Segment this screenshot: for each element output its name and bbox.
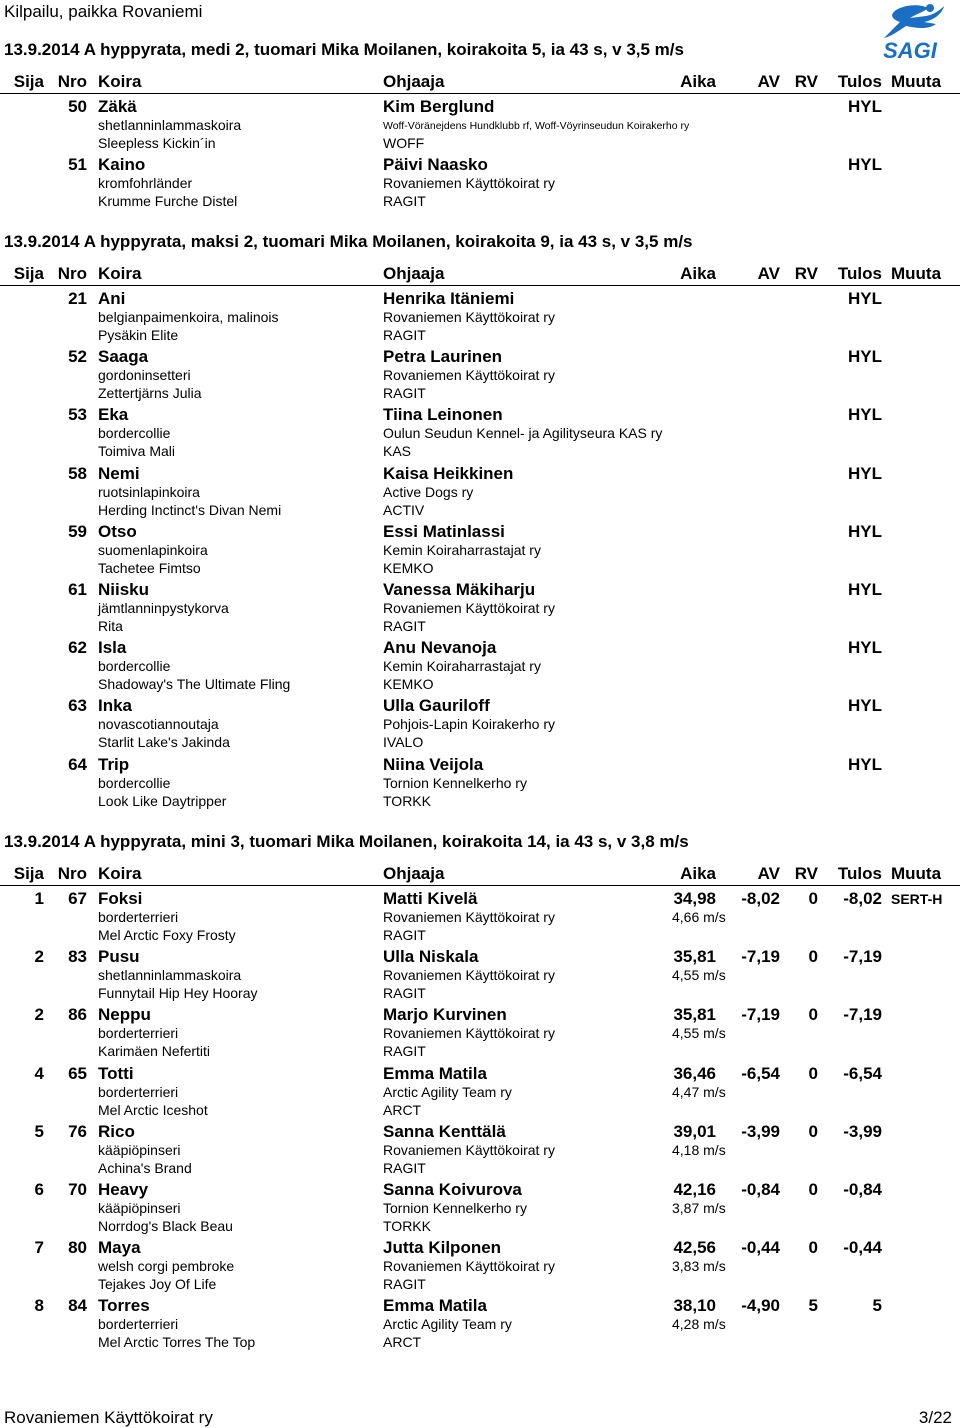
breed: kääpiöpinseri: [98, 1199, 181, 1216]
speed: 4,47 m/s: [672, 1083, 726, 1100]
time-faults: -7,19: [741, 1005, 780, 1025]
club-abbreviation: WOFF: [383, 135, 425, 151]
header-av: AV: [757, 264, 780, 283]
dog-name: Neppu: [98, 1005, 151, 1025]
time: 36,46: [673, 1063, 716, 1083]
breed: borderterrieri: [98, 909, 179, 925]
breed: borderterrieri: [98, 1316, 179, 1333]
result: -7,19: [843, 1005, 882, 1025]
header-ohjaaja: Ohjaaja: [383, 72, 445, 91]
breed: borderterrieri: [98, 1025, 179, 1042]
breed: welsh corgi pembroke: [98, 1258, 235, 1275]
breed: bordercollie: [98, 658, 171, 675]
handler-name: Jutta Kilponen: [383, 1238, 502, 1258]
header-nro: Nro: [57, 864, 87, 883]
table-row: [0, 97, 960, 155]
start-number: 58: [68, 463, 87, 483]
club-abbreviation: RAGIT: [383, 1043, 426, 1060]
section-title: 13.9.2014 A hyppyrata, maksi 2, tuomari Mika Moilanen, koirakoita 9, ia 43 s, v 3,5 m/s: [4, 232, 693, 251]
table-row: [0, 1064, 960, 1122]
result: -0,84: [843, 1179, 882, 1199]
club-name: Arctic Agility Team ry: [383, 1083, 512, 1100]
table-row: [0, 889, 960, 947]
club-name: Tornion Kennelkerho ry: [383, 774, 527, 791]
time-faults: -6,54: [741, 1063, 780, 1083]
handler-name: Marjo Kurvinen: [383, 1005, 507, 1025]
breed: gordoninsetteri: [98, 367, 191, 384]
result: -6,54: [843, 1063, 882, 1083]
time-faults: -0,84: [741, 1179, 780, 1199]
table-row: [0, 155, 960, 213]
start-number: 53: [68, 405, 87, 425]
header-muuta: Muuta: [891, 72, 942, 91]
header-rv: RV: [794, 264, 818, 283]
registered-name: Norrdog's Black Beau: [98, 1217, 233, 1234]
speed: 4,55 m/s: [672, 1025, 726, 1042]
course-faults: 0: [808, 947, 818, 967]
breed: belgianpaimenkoira, malinois: [98, 309, 279, 325]
dog-name: Torres: [98, 1296, 150, 1316]
dog-name: Saaga: [98, 347, 149, 367]
dog-name: Isla: [98, 638, 127, 658]
breed: novascotiannoutaja: [98, 716, 219, 733]
table-row: [0, 755, 960, 813]
registered-name: Shadoway's The Ultimate Fling: [98, 676, 291, 693]
registered-name: Karimäen Nefertiti: [98, 1043, 211, 1060]
club-abbreviation: RAGIT: [383, 617, 426, 634]
result: HYL: [848, 155, 882, 175]
club-abbreviation: RAGIT: [383, 927, 426, 943]
start-number: 76: [68, 1121, 87, 1141]
handler-name: Ulla Niskala: [383, 947, 479, 967]
club-name: Woff-Vöränejdens Hundklubb rf, Woff-Vöyrinseudun Koirakerho ry: [383, 120, 690, 132]
registered-name: Tejakes Joy Of Life: [98, 1276, 217, 1293]
time: 39,01: [673, 1121, 716, 1141]
course-faults: 0: [808, 1005, 818, 1025]
club-name: Kemin Koiraharrastajat ry: [383, 658, 541, 675]
result: HYL: [848, 289, 882, 308]
start-number: 64: [68, 754, 87, 774]
start-number: 86: [68, 1005, 87, 1025]
club-name: Arctic Agility Team ry: [383, 1316, 512, 1333]
section-title: 13.9.2014 A hyppyrata, medi 2, tuomari Mika Moilanen, koirakoita 5, ia 43 s, v 3,5 m/s: [4, 40, 684, 59]
result-rows: [0, 97, 960, 213]
registered-name: Herding Inctinct's Divan Nemi: [98, 501, 282, 518]
placing: 2: [34, 947, 44, 967]
dog-name: Inka: [98, 696, 133, 716]
club-name: Rovaniemen Käyttökoirat ry: [383, 967, 555, 984]
time: 34,98: [673, 889, 716, 908]
registered-name: Zettertjärns Julia: [98, 385, 202, 402]
time-faults: -7,19: [741, 947, 780, 967]
dog-name: Trip: [98, 754, 130, 774]
dog-name: Pusu: [98, 947, 140, 967]
table-row: [0, 1122, 960, 1180]
table-row: [0, 1238, 960, 1296]
club-abbreviation: ARCT: [383, 1334, 422, 1351]
club-name: Active Dogs ry: [383, 483, 474, 500]
placing: 6: [34, 1179, 44, 1199]
dog-name: Zäkä: [98, 97, 137, 116]
handler-name: Kim Berglund: [383, 97, 495, 116]
result: HYL: [848, 696, 882, 716]
table-row: [0, 696, 960, 754]
table-row: [0, 289, 960, 347]
handler-name: Sanna Koivurova: [383, 1179, 522, 1199]
speed: 4,18 m/s: [672, 1141, 726, 1158]
start-number: 61: [68, 579, 87, 599]
course-faults: 0: [808, 1179, 818, 1199]
club-abbreviation: RAGIT: [383, 327, 426, 343]
course-faults: 0: [808, 1238, 818, 1258]
club-abbreviation: TORKK: [383, 792, 431, 809]
dog-name: Ani: [98, 289, 126, 308]
result: HYL: [848, 521, 882, 541]
start-number: 52: [68, 347, 87, 367]
table-row: [0, 580, 960, 638]
result: -0,44: [843, 1238, 882, 1258]
header-tulos: Tulos: [837, 72, 882, 91]
time-faults: -0,44: [741, 1238, 780, 1258]
registered-name: Achina's Brand: [98, 1159, 192, 1176]
club-abbreviation: KEMKO: [383, 676, 434, 693]
handler-name: Emma Matila: [383, 1296, 487, 1316]
breed: shetlanninlammaskoira: [98, 117, 242, 133]
breed: bordercollie: [98, 425, 171, 442]
handler-name: Tiina Leinonen: [383, 405, 503, 425]
start-number: 50: [68, 97, 87, 116]
club-abbreviation: ARCT: [383, 1101, 422, 1118]
header-nro: Nro: [57, 72, 87, 91]
start-number: 65: [68, 1063, 87, 1083]
registered-name: Rita: [98, 617, 123, 634]
breed: kääpiöpinseri: [98, 1141, 181, 1158]
registered-name: Funnytail Hip Hey Hooray: [98, 985, 258, 1002]
speed: 4,28 m/s: [672, 1316, 726, 1333]
dog-name: Maya: [98, 1238, 141, 1258]
footer-organizer: Rovaniemen Käyttökoirat ry: [4, 1408, 213, 1427]
result: 5: [872, 1296, 882, 1316]
handler-name: Emma Matila: [383, 1063, 487, 1083]
result: -8,02: [843, 889, 882, 908]
registered-name: Pysäkin Elite: [98, 327, 179, 343]
breed: suomenlapinkoira: [98, 541, 208, 558]
start-number: 59: [68, 521, 87, 541]
result: HYL: [848, 97, 882, 116]
result: HYL: [848, 463, 882, 483]
handler-name: Sanna Kenttälä: [383, 1121, 506, 1141]
club-abbreviation: RAGIT: [383, 985, 426, 1002]
handler-name: Niina Veijola: [383, 754, 484, 774]
placing: 1: [34, 889, 44, 908]
result: -7,19: [843, 947, 882, 967]
header-ohjaaja: Ohjaaja: [383, 864, 445, 883]
result-rows: [0, 289, 960, 813]
start-number: 62: [68, 638, 87, 658]
logo-text: SAGI: [883, 38, 937, 63]
header-tulos: Tulos: [837, 264, 882, 283]
result: HYL: [848, 754, 882, 774]
placing: 8: [34, 1296, 44, 1316]
registered-name: Mel Arctic Torres The Top: [98, 1334, 256, 1351]
speed: 4,55 m/s: [672, 967, 726, 984]
breed: kromfohrländer: [98, 175, 193, 192]
table-row: [0, 522, 960, 580]
club-name: Rovaniemen Käyttökoirat ry: [383, 309, 555, 325]
start-number: 70: [68, 1179, 87, 1199]
start-number: 67: [68, 889, 87, 908]
table-header: [0, 72, 960, 94]
club-abbreviation: RAGIT: [383, 1159, 426, 1176]
dog-name: Heavy: [98, 1179, 149, 1199]
result: HYL: [848, 347, 882, 367]
breed: ruotsinlapinkoira: [98, 483, 200, 500]
dog-name: Rico: [98, 1121, 135, 1141]
club-name: Tornion Kennelkerho ry: [383, 1199, 527, 1216]
breed: shetlanninlammaskoira: [98, 967, 242, 984]
registered-name: Look Like Daytripper: [98, 792, 227, 809]
start-number: 51: [68, 155, 87, 175]
course-faults: 0: [808, 1121, 818, 1141]
club-name: Kemin Koiraharrastajat ry: [383, 541, 541, 558]
time: 38,10: [673, 1296, 716, 1316]
remarks: SERT-H: [891, 891, 943, 907]
page-title: Kilpailu, paikka Rovaniemi: [4, 2, 203, 21]
start-number: 21: [68, 289, 87, 308]
club-name: Rovaniemen Käyttökoirat ry: [383, 1141, 555, 1158]
start-number: 84: [68, 1296, 87, 1316]
time-faults: -4,90: [741, 1296, 780, 1316]
placing: 4: [34, 1063, 44, 1083]
header-ohjaaja: Ohjaaja: [383, 264, 445, 283]
result-rows: [0, 889, 960, 1355]
club-name: Pohjois-Lapin Koirakerho ry: [383, 716, 555, 733]
table-row: [0, 347, 960, 405]
header-muuta: Muuta: [891, 264, 942, 283]
time: 42,16: [673, 1179, 716, 1199]
club-abbreviation: KEMKO: [383, 559, 434, 576]
club-abbreviation: ACTIV: [383, 501, 425, 518]
placing: 7: [34, 1238, 44, 1258]
handler-name: Petra Laurinen: [383, 347, 503, 367]
header-tulos: Tulos: [837, 864, 882, 883]
time: 42,56: [673, 1238, 716, 1258]
header-koira: Koira: [98, 864, 142, 883]
registered-name: Krumme Furche Distel: [98, 193, 238, 210]
table-row: [0, 638, 960, 696]
dog-name: Otso: [98, 521, 137, 541]
header-aika: Aika: [680, 264, 716, 283]
header-sija: Sija: [13, 72, 44, 91]
club-name: Oulun Seudun Kennel- ja Agilityseura KAS ry: [383, 425, 663, 442]
course-faults: 0: [808, 889, 818, 908]
table-row: [0, 1296, 960, 1354]
handler-name: Vanessa Mäkiharju: [383, 579, 536, 599]
start-number: 63: [68, 696, 87, 716]
result: HYL: [848, 638, 882, 658]
handler-name: Kaisa Heikkinen: [383, 463, 514, 483]
handler-name: Päivi Naasko: [383, 155, 488, 175]
course-faults: 5: [808, 1296, 818, 1316]
page-number: 3/22: [918, 1408, 952, 1427]
speed: 3,83 m/s: [672, 1258, 726, 1275]
dog-name: Niisku: [98, 579, 150, 599]
table-row: [0, 405, 960, 463]
time: 35,81: [673, 1005, 716, 1025]
breed: jämtlanninpystykorva: [98, 599, 229, 616]
registered-name: Mel Arctic Iceshot: [98, 1101, 208, 1118]
time-faults: -3,99: [741, 1121, 780, 1141]
club-abbreviation: RAGIT: [383, 385, 426, 402]
breed: borderterrieri: [98, 1083, 179, 1100]
header-sija: Sija: [13, 264, 44, 283]
club-name: Rovaniemen Käyttökoirat ry: [383, 599, 555, 616]
breed: bordercollie: [98, 774, 171, 791]
time-faults: -8,02: [741, 889, 780, 908]
table-header: [0, 864, 960, 886]
sagi-logo: [866, 2, 954, 64]
club-name: Rovaniemen Käyttökoirat ry: [383, 909, 555, 925]
club-abbreviation: TORKK: [383, 1217, 431, 1234]
result: -3,99: [843, 1121, 882, 1141]
speed: 4,66 m/s: [672, 909, 726, 925]
dog-name: Nemi: [98, 463, 140, 483]
start-number: 80: [68, 1238, 87, 1258]
handler-name: Anu Nevanoja: [383, 638, 497, 658]
section-title: 13.9.2014 A hyppyrata, mini 3, tuomari Mika Moilanen, koirakoita 14, ia 43 s, v 3,8 m/s: [4, 832, 689, 851]
handler-name: Henrika Itäniemi: [383, 289, 515, 308]
header-nro: Nro: [57, 264, 87, 283]
registered-name: Starlit Lake's Jakinda: [98, 734, 230, 751]
club-name: Rovaniemen Käyttökoirat ry: [383, 367, 555, 384]
club-name: Rovaniemen Käyttökoirat ry: [383, 1258, 555, 1275]
placing: 5: [34, 1121, 44, 1141]
registered-name: Sleepless Kickin´in: [98, 135, 216, 151]
result: HYL: [848, 579, 882, 599]
header-rv: RV: [794, 864, 818, 883]
header-rv: RV: [794, 72, 818, 91]
header-aika: Aika: [680, 864, 716, 883]
club-name: Rovaniemen Käyttökoirat ry: [383, 175, 555, 192]
header-koira: Koira: [98, 264, 142, 283]
course-faults: 0: [808, 1063, 818, 1083]
club-abbreviation: RAGIT: [383, 1276, 426, 1293]
table-header: [0, 264, 960, 286]
table-row: [0, 464, 960, 522]
header-av: AV: [757, 864, 780, 883]
speed: 3,87 m/s: [672, 1199, 726, 1216]
table-row: [0, 947, 960, 1005]
table-row: [0, 1005, 960, 1063]
club-abbreviation: KAS: [383, 443, 412, 460]
table-row: [0, 1180, 960, 1238]
header-sija: Sija: [13, 864, 44, 883]
start-number: 83: [68, 947, 87, 967]
club-name: Rovaniemen Käyttökoirat ry: [383, 1025, 555, 1042]
header-aika: Aika: [680, 72, 716, 91]
handler-name: Essi Matinlassi: [383, 521, 505, 541]
registered-name: Tachetee Fimtso: [98, 559, 201, 576]
dog-name: Eka: [98, 405, 129, 425]
header-koira: Koira: [98, 72, 142, 91]
registered-name: Mel Arctic Foxy Frosty: [98, 927, 236, 943]
handler-name: Ulla Gauriloff: [383, 696, 490, 716]
header-muuta: Muuta: [891, 864, 942, 883]
dog-name: Foksi: [98, 889, 143, 908]
handler-name: Matti Kivelä: [383, 889, 478, 908]
placing: 2: [34, 1005, 44, 1025]
dog-name: Totti: [98, 1063, 134, 1083]
header-av: AV: [757, 72, 780, 91]
dog-name: Kaino: [98, 155, 146, 175]
registered-name: Toimiva Mali: [98, 443, 176, 460]
time: 35,81: [673, 947, 716, 967]
result: HYL: [848, 405, 882, 425]
club-abbreviation: RAGIT: [383, 193, 426, 210]
club-abbreviation: IVALO: [383, 734, 424, 751]
